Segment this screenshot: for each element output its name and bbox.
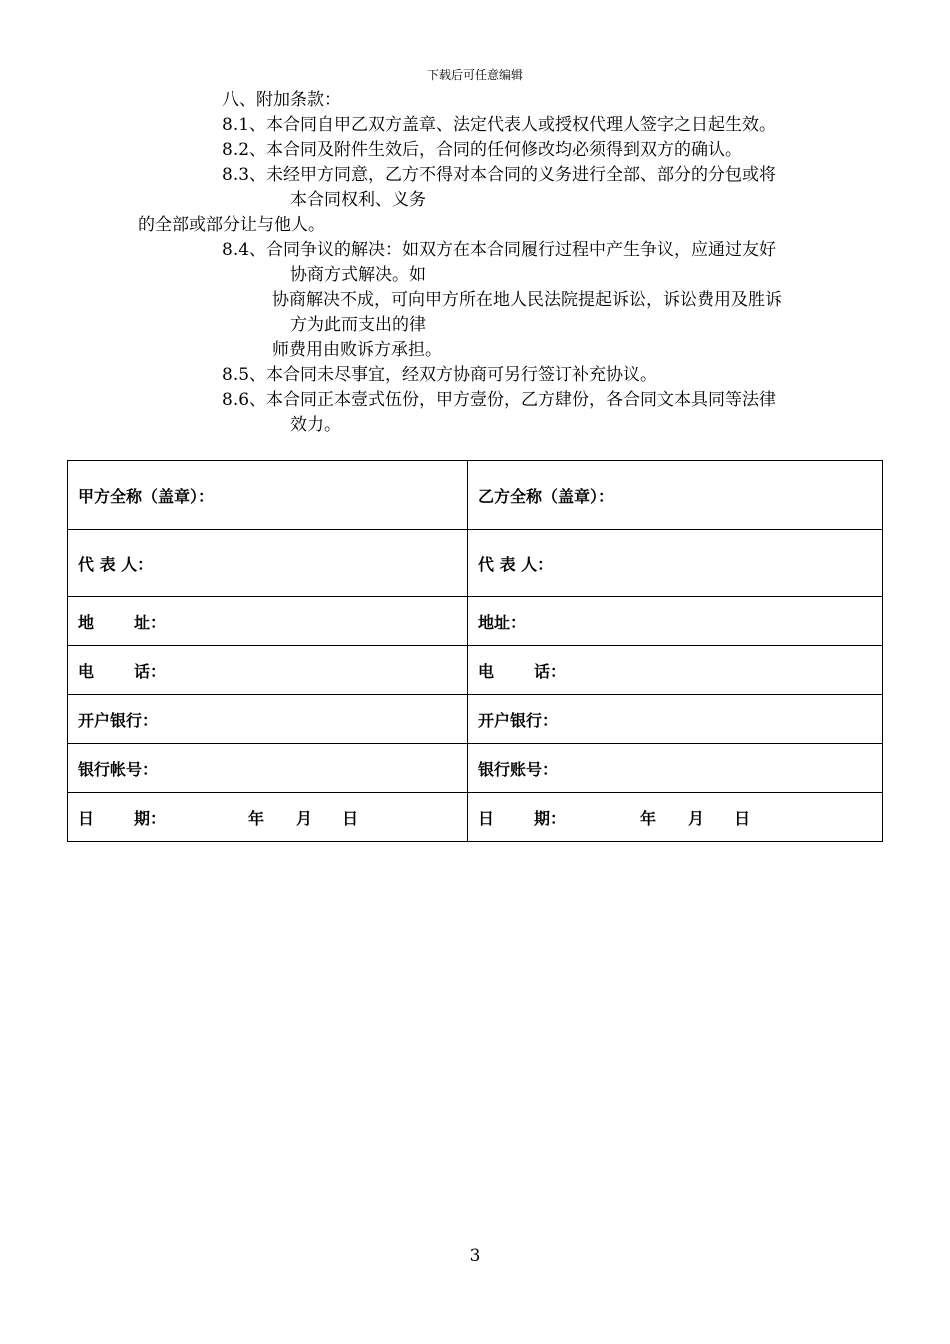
party-a-account-label: 银行帐号： xyxy=(78,759,159,779)
table-row xyxy=(68,695,883,744)
party-b-rep-label: 代 表 人： xyxy=(478,554,554,574)
party-a-date xyxy=(68,793,468,842)
party-a-bank xyxy=(68,695,468,744)
party-b-account xyxy=(468,744,883,793)
party-b-rep xyxy=(468,530,883,597)
clause-8-4-line5: 师费用由败诉方承担。 xyxy=(272,340,442,360)
party-a-date-label-1: 日 xyxy=(78,808,95,828)
clause-8-6-line1: 8.6、本合同正本壹式伍份，甲方壹份，乙方肆份，各合同文本具同等法律 xyxy=(222,390,777,410)
party-a-phone-label-2: 话： xyxy=(134,661,167,681)
party-b-date-label-2: 期： xyxy=(534,808,567,828)
party-a-account xyxy=(68,744,468,793)
party-b-name-label: 乙方全称（盖章）： xyxy=(478,486,615,506)
section-title: 八、附加条款： xyxy=(222,90,341,110)
party-b-phone-label-2: 话： xyxy=(534,661,567,681)
party-a-rep-label: 代 表 人： xyxy=(78,554,154,574)
page-number: 3 xyxy=(469,1246,481,1266)
party-a-name-label: 甲方全称（盖章）： xyxy=(78,486,215,506)
party-a-address-label-1: 地 xyxy=(78,612,95,632)
clause-8-4-line1: 8.4、合同争议的解决：如双方在本合同履行过程中产生争议，应通过友好 xyxy=(222,240,777,260)
party-a-rep xyxy=(68,530,468,597)
party-b-day-label: 日 xyxy=(734,808,751,828)
table-row xyxy=(68,793,883,842)
party-b-date xyxy=(468,793,883,842)
clause-8-1: 8.1、本合同自甲乙双方盖章、法定代表人或授权代理人签字之日起生效。 xyxy=(222,115,777,135)
party-b-address-label: 地址： xyxy=(478,612,527,632)
table-row xyxy=(68,461,883,530)
clause-8-4-line2: 协商方式解决。如 xyxy=(290,265,426,285)
party-b-bank-label: 开户银行： xyxy=(478,710,559,730)
party-a-address xyxy=(68,597,468,646)
clause-8-2: 8.2、本合同及附件生效后，合同的任何修改均必须得到双方的确认。 xyxy=(222,140,743,160)
clause-8-6-line2: 效力。 xyxy=(290,415,341,435)
clause-8-5: 8.5、本合同未尽事宜，经双方协商可另行签订补充协议。 xyxy=(222,365,658,385)
party-a-year-label: 年 xyxy=(248,808,265,828)
party-b-address xyxy=(468,597,883,646)
party-b-year-label: 年 xyxy=(640,808,657,828)
party-b-date-label-1: 日 xyxy=(478,808,495,828)
table-row xyxy=(68,744,883,793)
party-b-name xyxy=(468,461,883,530)
table-row xyxy=(68,530,883,597)
party-a-name xyxy=(68,461,468,530)
party-b-account-label: 银行账号： xyxy=(478,759,559,779)
clause-8-4-line3: 协商解决不成，可向甲方所在地人民法院提起诉讼，诉讼费用及胜诉 xyxy=(272,290,782,310)
clause-8-3-line3: 的全部或部分让与他人。 xyxy=(138,215,325,235)
party-b-bank xyxy=(468,695,883,744)
party-b-phone-label-1: 电 xyxy=(478,661,495,681)
signature-table xyxy=(67,460,883,842)
party-a-phone xyxy=(68,646,468,695)
table-row xyxy=(68,597,883,646)
clause-8-3-line2: 本合同权利、义务 xyxy=(290,190,426,210)
party-a-date-label-2: 期： xyxy=(134,808,167,828)
clause-8-4-line4: 方为此而支出的律 xyxy=(290,315,426,335)
party-a-day-label: 日 xyxy=(342,808,359,828)
clause-8-3-line1: 8.3、未经甲方同意，乙方不得对本合同的义务进行全部、部分的分包或将 xyxy=(222,165,777,185)
party-a-month-label: 月 xyxy=(296,808,313,828)
party-a-phone-label-1: 电 xyxy=(78,661,95,681)
party-b-month-label: 月 xyxy=(688,808,705,828)
table-row xyxy=(68,646,883,695)
party-a-bank-label: 开户银行： xyxy=(78,710,159,730)
party-b-phone xyxy=(468,646,883,695)
party-a-address-label-2: 址： xyxy=(134,612,167,632)
page-header: 下载后可任意编辑 xyxy=(426,68,523,82)
